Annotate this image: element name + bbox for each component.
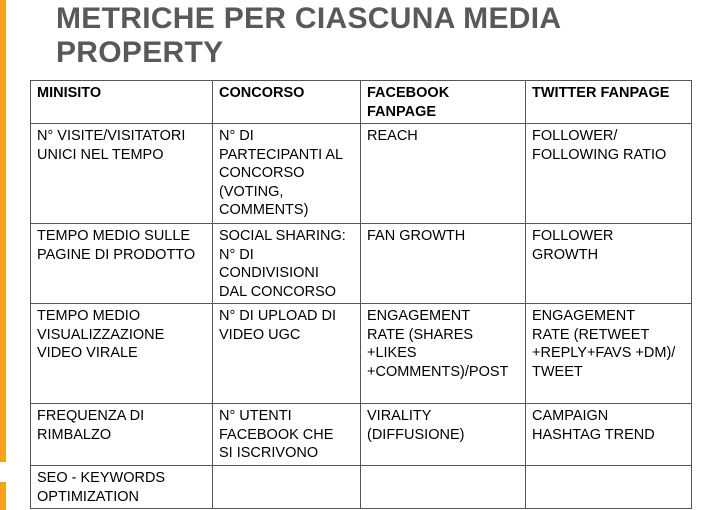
table-cell: SEO - KEYWORDS OPTIMIZATION — [31, 466, 213, 509]
table-cell-empty — [526, 466, 692, 509]
table-cell: TEMPO MEDIO VISUALIZZAZIONE VIDEO VIRALE — [31, 304, 213, 404]
table-cell-empty — [361, 466, 526, 509]
table-cell: FOLLOWER GROWTH — [526, 224, 692, 304]
table-row — [31, 466, 692, 509]
table-cell: N° VISITE/VISITATORI UNICI NEL TEMPO — [31, 124, 213, 224]
table-cell: ENGAGEMENT RATE (RETWEET +REPLY+FAVS +DM)/ TWEET — [526, 304, 692, 404]
header-concorso: CONCORSO — [213, 81, 361, 124]
accent-bar-gap — [0, 462, 6, 482]
table-cell: CAMPAIGN HASHTAG TREND — [526, 404, 692, 466]
table-cell: TEMPO MEDIO SULLE PAGINE DI PRODOTTO — [31, 224, 213, 304]
table-row — [31, 124, 692, 224]
table-cell: N° DI UPLOAD DI VIDEO UGC — [213, 304, 361, 404]
table-row — [31, 224, 692, 304]
header-minisito: MINISITO — [31, 81, 213, 124]
table-cell-empty — [213, 466, 361, 509]
table-cell: REACH — [361, 124, 526, 224]
table-row — [31, 404, 692, 466]
table-cell: FREQUENZA DI RIMBALZO — [31, 404, 213, 466]
table-header-row — [31, 81, 692, 124]
table-row — [31, 304, 692, 404]
table-cell: FOLLOWER/ FOLLOWING RATIO — [526, 124, 692, 224]
table-cell: N° UTENTI FACEBOOK CHE SI ISCRIVONO — [213, 404, 361, 466]
metrics-table — [30, 80, 692, 509]
header-facebook-fanpage: FACEBOOK FANPAGE — [361, 81, 526, 124]
header-twitter-fanpage: TWITTER FANPAGE — [526, 81, 692, 124]
table-cell: N° DI PARTECIPANTI AL CONCORSO (VOTING, COMMENTS) — [213, 124, 361, 224]
accent-bar — [0, 0, 6, 510]
table-cell: FAN GROWTH — [361, 224, 526, 304]
table-cell: SOCIAL SHARING: N° DI CONDIVISIONI DAL CONCORSO — [213, 224, 361, 304]
slide-title: METRICHE PER CIASCUNA MEDIA PROPERTY — [56, 2, 562, 69]
table-cell: ENGAGEMENT RATE (SHARES +LIKES +COMMENTS)/POST — [361, 304, 526, 404]
table-cell: VIRALITY (DIFFUSIONE) — [361, 404, 526, 466]
